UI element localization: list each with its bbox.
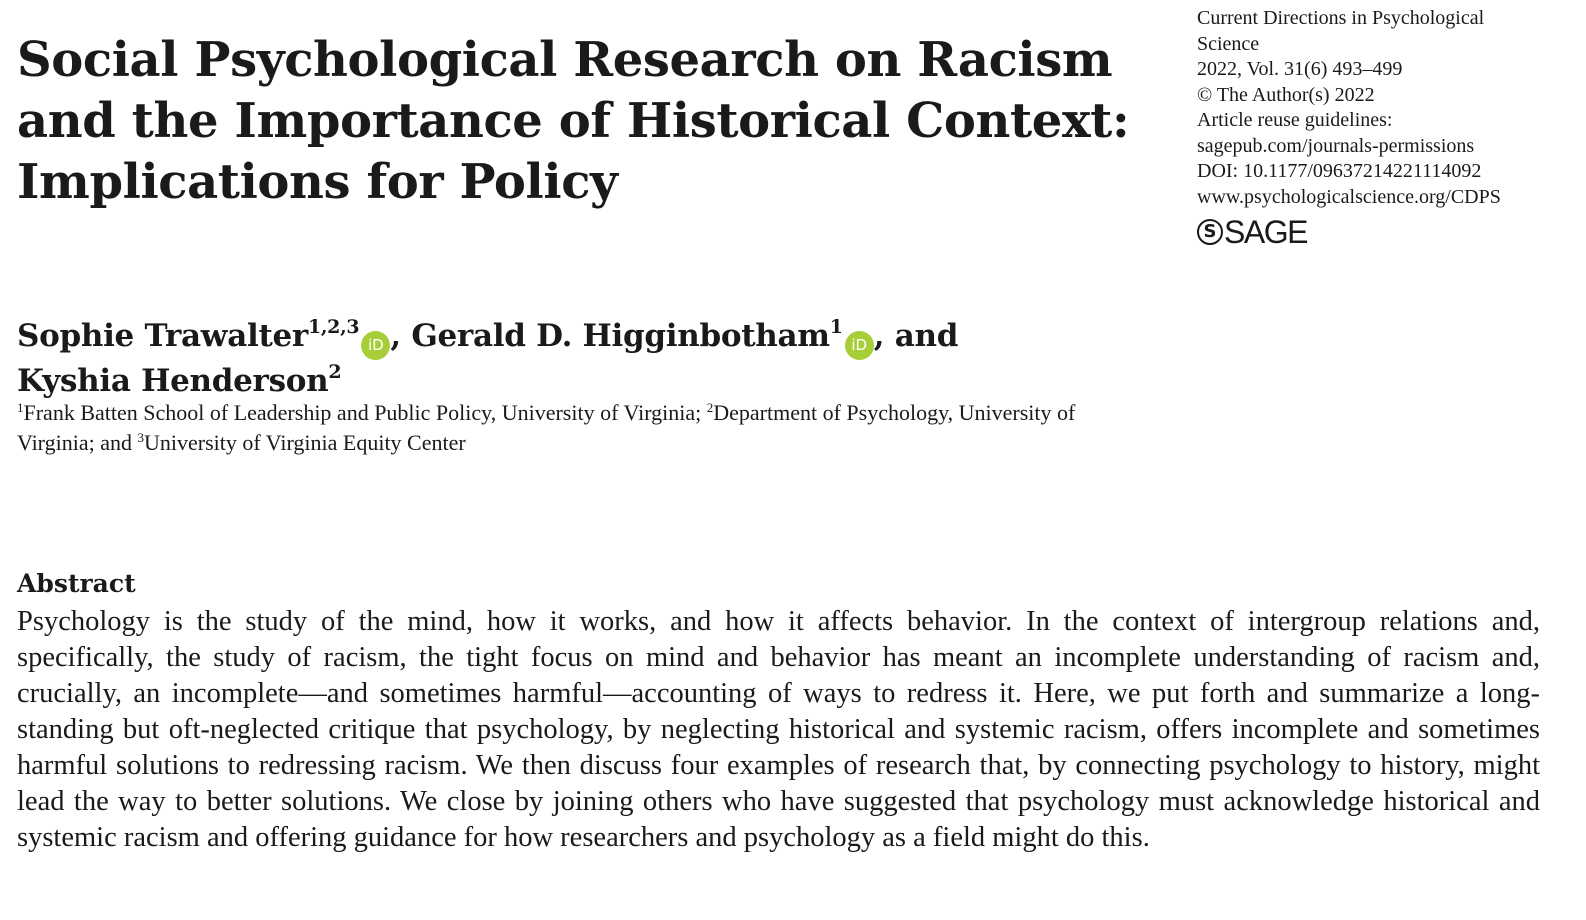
sage-logo-icon: S xyxy=(1197,219,1223,245)
doi[interactable]: DOI: 10.1177/09637214221114092 xyxy=(1197,160,1482,182)
author-list xyxy=(17,315,1167,403)
article-title: Social Psychological Research on Racism and the Importance of Historical Context: Implications for Policy xyxy=(17,32,1130,210)
abstract-heading: Abstract xyxy=(17,569,136,598)
orcid-icon[interactable]: iD xyxy=(845,331,874,360)
journal-name-line1: Current Directions in Psychological xyxy=(1197,7,1485,29)
author-affiliation-marks: 1,2,3 xyxy=(307,316,360,338)
journal-volume: 2022, Vol. 31(6) 493–499 xyxy=(1197,58,1403,80)
author-name-henderson[interactable]: Kyshia Henderson xyxy=(17,363,329,399)
reuse-guidelines-link[interactable]: sagepub.com/journals-permissions xyxy=(1197,134,1475,157)
author-separator: , xyxy=(390,318,412,354)
journal-name-line2: Science xyxy=(1197,32,1260,55)
author-separator: , and xyxy=(873,318,959,354)
affiliation-text: Department of Psychology, University of Virginia; and xyxy=(17,400,1076,455)
author-affiliation-marks: 2 xyxy=(328,361,342,383)
journal-info xyxy=(1197,6,1577,249)
affiliation-text: Frank Batten School of Leadership and Public Policy, University of Virginia; xyxy=(23,400,707,425)
orcid-icon[interactable]: iD xyxy=(361,331,390,360)
journal-website[interactable]: www.psychologicalscience.org/CDPS xyxy=(1197,185,1501,208)
affiliation-number: 2 xyxy=(706,400,714,415)
reuse-guidelines-label: Article reuse guidelines: xyxy=(1197,109,1393,131)
affiliation-text: University of Virginia Equity Center xyxy=(143,430,466,455)
affiliations xyxy=(17,398,1137,458)
affiliation-number: 3 xyxy=(137,430,144,445)
abstract-body: Psychology is the study of the mind, how it works, and how it affects behavior. In the context of intergroup relations and, specifically, the study of racism, the tight focus on mind and behavior has meant an incomplete understanding of racism and, crucially, an incomplete—and sometimes harmful—accounting of ways to redress it. Here, we put forth and summarize a long-standing but oft-neglected critique that psychology, by neglecting historical and systemic racism, offers incomplete and sometimes harmful solutions to redressing racism. We then discuss four examples of research that, by connecting psychology to history, might lead the way to better solutions. We close by joining others who have suggested that psychology must acknowledge historical and systemic racism and offering guidance for how researchers and psychology as a field might do this. xyxy=(17,606,1540,853)
author-name-trawalter[interactable]: Sophie Trawalter xyxy=(17,318,308,354)
author-affiliation-marks: 1 xyxy=(829,316,843,338)
affiliation-number: 1 xyxy=(17,400,24,415)
sage-logo-text: SAGE xyxy=(1224,214,1307,250)
author-name-higginbotham[interactable]: Gerald D. Higginbotham xyxy=(411,318,830,354)
sage-logo xyxy=(1197,215,1577,249)
copyright-notice: © The Author(s) 2022 xyxy=(1197,83,1375,106)
